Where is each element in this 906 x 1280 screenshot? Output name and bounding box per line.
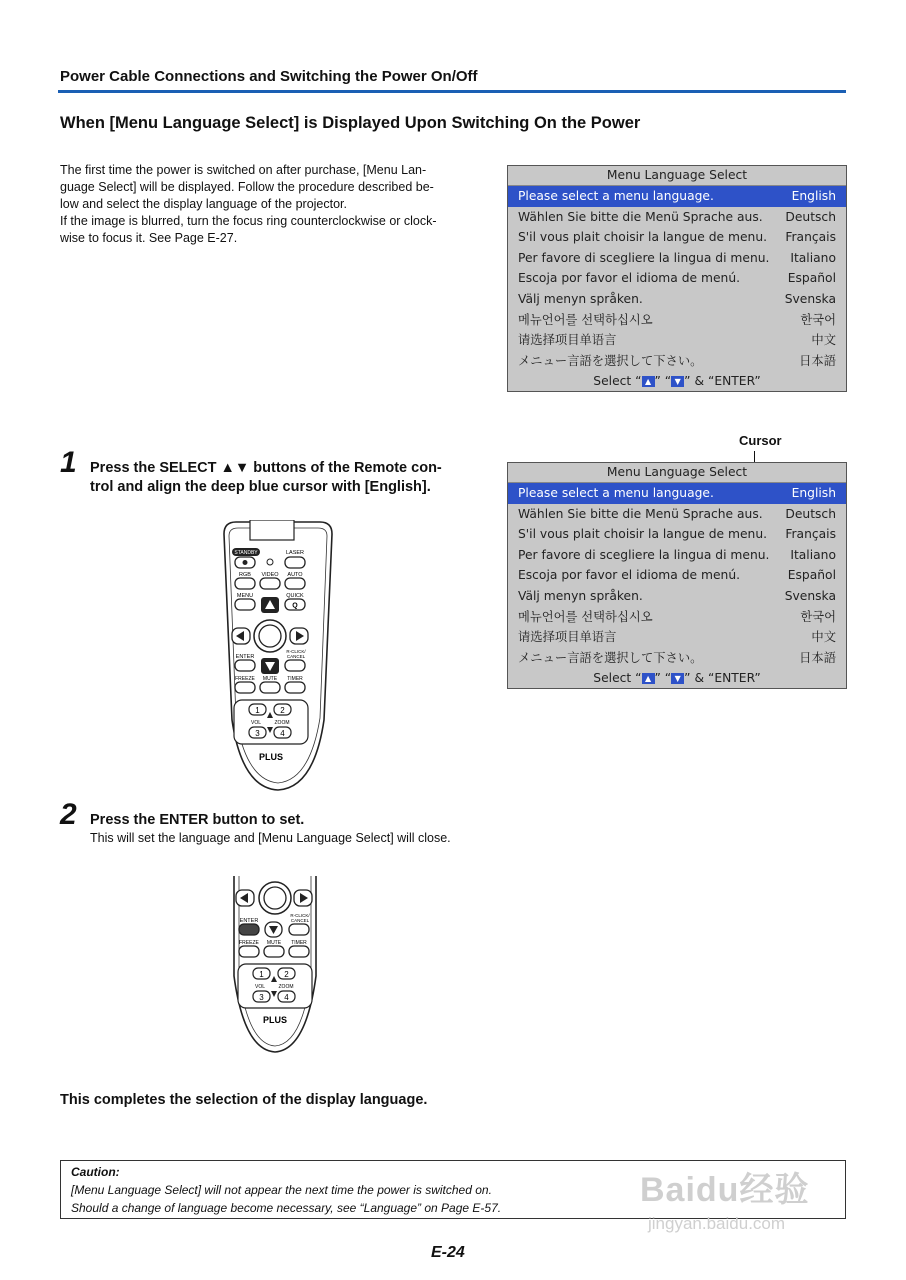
menu-title: Menu Language Select	[508, 166, 846, 186]
down-arrow-icon: ▼	[671, 673, 684, 684]
intro-line: low and select the display language of the projector.	[60, 197, 347, 211]
menu-language: Italiano	[790, 547, 836, 562]
menu-language: Français	[785, 230, 836, 245]
key-4-label: 4	[284, 993, 289, 1002]
menu-prompt: Välj menyn språken.	[518, 291, 643, 306]
completion-text: This completes the selection of the display language.	[60, 1092, 428, 1108]
laser-label: LASER	[285, 550, 305, 556]
key-3-label: 3	[255, 729, 260, 738]
cursor-label: Cursor	[739, 433, 782, 448]
menu-row-korean[interactable]	[508, 607, 846, 628]
rgb-button[interactable]	[235, 578, 255, 589]
menu-row-svenska[interactable]	[508, 586, 846, 607]
brand-logo: PLUS	[258, 752, 284, 762]
page-header-title: Power Cable Connections and Switching the Power On/Off	[60, 68, 478, 85]
key-3-label: 3	[259, 993, 264, 1002]
menu-language: Svenska	[784, 291, 836, 306]
menu-language: 한국어	[800, 312, 836, 327]
menu-language-select-panel-2	[507, 462, 847, 689]
timer-button[interactable]	[285, 682, 305, 693]
menu-prompt: Per favore di scegliere la lingua di menu.	[518, 547, 770, 562]
step-title-line: trol and align the deep blue cursor with [English].	[90, 479, 431, 495]
menu-prompt: Escoja por favor el idioma de menú.	[518, 271, 741, 286]
quick-key-glyph: Q	[292, 602, 298, 610]
caution-line: [Menu Language Select] will not appear the next time the power is switched on.	[71, 1183, 492, 1197]
footer-text: ” & “ENTER”	[684, 374, 761, 389]
menu-prompt: メニュー言語を選択して下さい。	[518, 650, 703, 665]
down-arrow-icon: ▼	[671, 376, 684, 387]
remote-control-illustration	[218, 520, 338, 792]
rgb-label: RGB	[239, 572, 251, 578]
auto-label: AUTO	[287, 572, 303, 578]
menu-prompt: 请选择项目单语言	[518, 333, 617, 348]
enter-button[interactable]	[235, 660, 255, 671]
menu-row-english[interactable]	[508, 186, 846, 207]
mute-button[interactable]	[264, 946, 284, 957]
footer-text: ” “	[654, 671, 672, 686]
menu-title: Menu Language Select	[508, 463, 846, 483]
menu-footer	[508, 371, 846, 391]
menu-row-italiano[interactable]	[508, 545, 846, 566]
menu-language: Español	[787, 271, 836, 286]
footer-text: ” “	[654, 374, 672, 389]
menu-row-francais[interactable]	[508, 524, 846, 545]
up-arrow-icon: ▲	[642, 376, 655, 387]
mute-label: MUTE	[262, 676, 278, 682]
menu-row-deutsch[interactable]	[508, 504, 846, 525]
intro-paragraph	[60, 162, 480, 247]
brand-logo: PLUS	[262, 1015, 288, 1025]
header-rule	[58, 90, 846, 93]
enter-button[interactable]	[239, 924, 259, 935]
freeze-button[interactable]	[235, 682, 255, 693]
footer-text: ” & “ENTER”	[684, 671, 761, 686]
freeze-label: FREEZE	[235, 676, 255, 682]
footer-text: Select “	[593, 374, 642, 389]
caution-title: Caution:	[71, 1165, 120, 1179]
menu-prompt: Wählen Sie bitte die Menü Sprache aus.	[518, 506, 763, 521]
menu-language: English	[791, 189, 836, 203]
menu-prompt: 메뉴언어를 선택하십시오	[518, 312, 653, 327]
step-number: 1	[60, 446, 77, 479]
menu-language: 日本語	[799, 650, 836, 665]
enter-label: ENTER	[239, 918, 259, 924]
mute-button[interactable]	[260, 682, 280, 693]
menu-button[interactable]	[235, 599, 255, 610]
menu-prompt: Please select a menu language.	[518, 189, 714, 203]
menu-row-espanol[interactable]	[508, 268, 846, 289]
menu-prompt: 请选择项目单语言	[518, 630, 617, 645]
key-4-label: 4	[280, 729, 285, 738]
page-number: E-24	[431, 1244, 465, 1261]
section-title: When [Menu Language Select] is Displayed Upon Switching On the Power	[60, 114, 641, 132]
menu-row-chinese[interactable]	[508, 330, 846, 351]
intro-line: If the image is blurred, turn the focus ring counterclockwise or clock-	[60, 214, 437, 228]
menu-row-chinese[interactable]	[508, 627, 846, 648]
intro-line: The first time the power is switched on after purchase, [Menu Lan-	[60, 163, 427, 177]
zoom-label: ZOOM	[278, 984, 294, 990]
menu-prompt: Escoja por favor el idioma de menú.	[518, 568, 741, 583]
menu-prompt: メニュー言語を選択して下さい。	[518, 353, 703, 368]
cancel-button[interactable]	[289, 924, 309, 935]
menu-prompt: Per favore di scegliere la lingua di menu.	[518, 250, 770, 265]
menu-footer	[508, 668, 846, 688]
menu-row-japanese[interactable]	[508, 648, 846, 669]
menu-prompt: S'il vous plait choisir la langue de menu.	[518, 527, 768, 542]
menu-language-select-panel	[507, 165, 847, 392]
zoom-label: ZOOM	[274, 720, 290, 726]
auto-button[interactable]	[285, 578, 305, 589]
timer-label: TIMER	[291, 940, 307, 946]
mouse-pointer-pad[interactable]	[264, 887, 286, 909]
footer-text: Select “	[593, 671, 642, 686]
laser-button[interactable]	[285, 557, 305, 568]
rclick-label: R-CLICK/	[290, 913, 310, 918]
key-2-label: 2	[284, 970, 289, 979]
menu-language: Français	[785, 527, 836, 542]
cancel-label: CANCEL	[286, 654, 306, 659]
menu-prompt: Wählen Sie bitte die Menü Sprache aus.	[518, 209, 763, 224]
step-number: 2	[60, 798, 77, 831]
video-button[interactable]	[260, 578, 280, 589]
step-2-body: This will set the language and [Menu Language Select] will close.	[90, 831, 451, 845]
menu-language: English	[791, 486, 836, 500]
mute-label: MUTE	[266, 940, 282, 946]
vol-label: VOL	[254, 984, 266, 990]
menu-language: 한국어	[800, 609, 836, 624]
intro-line: wise to focus it. See Page E-27.	[60, 231, 238, 245]
menu-language: Deutsch	[785, 209, 836, 224]
up-arrow-icon: ▲	[642, 673, 655, 684]
menu-label: MENU	[236, 593, 254, 599]
freeze-button[interactable]	[239, 946, 259, 957]
menu-language: 日本語	[799, 353, 836, 368]
key-2-label: 2	[280, 706, 285, 715]
menu-prompt: Please select a menu language.	[518, 486, 714, 500]
freeze-label: FREEZE	[239, 940, 259, 946]
menu-language: Español	[787, 568, 836, 583]
cancel-button[interactable]	[285, 660, 305, 671]
menu-row-svenska[interactable]	[508, 289, 846, 310]
menu-row-italiano[interactable]	[508, 248, 846, 269]
mouse-pointer-pad[interactable]	[259, 625, 281, 647]
standby-label: STANDBY	[234, 550, 258, 556]
watermark-url: jingyan.baidu.com	[648, 1214, 786, 1233]
menu-row-japanese[interactable]	[508, 351, 846, 372]
timer-label: TIMER	[287, 676, 303, 682]
menu-row-deutsch[interactable]	[508, 207, 846, 228]
cancel-label: CANCEL	[290, 918, 310, 923]
menu-language: Svenska	[784, 588, 836, 603]
intro-line: guage Select] will be displayed. Follow the procedure described be-	[60, 180, 434, 194]
menu-language: 中文	[811, 630, 836, 645]
remote-control-enter-illustration	[220, 876, 330, 1054]
timer-button[interactable]	[289, 946, 309, 957]
vol-label: VOL	[250, 720, 262, 726]
menu-prompt: 메뉴언어를 선택하십시오	[518, 609, 653, 624]
menu-language: Italiano	[790, 250, 836, 265]
key-1-label: 1	[255, 706, 260, 715]
menu-row-english[interactable]	[508, 483, 846, 504]
menu-row-espanol[interactable]	[508, 565, 846, 586]
menu-language: 中文	[811, 333, 836, 348]
menu-row-korean[interactable]	[508, 310, 846, 331]
enter-label: ENTER	[235, 654, 255, 660]
menu-prompt: S'il vous plait choisir la langue de menu.	[518, 230, 768, 245]
menu-language: Deutsch	[785, 506, 836, 521]
video-label: VIDEO	[261, 572, 279, 578]
watermark-logo: Baidu经验	[640, 1171, 810, 1209]
step-title-line: Press the SELECT ▲▼ buttons of the Remote con-	[90, 460, 442, 476]
caution-line: Should a change of language become necessary, see “Language” on Page E-57.	[71, 1201, 502, 1215]
menu-row-francais[interactable]	[508, 227, 846, 248]
rclick-label: R-CLICK/	[286, 649, 306, 654]
menu-prompt: Välj menyn språken.	[518, 588, 643, 603]
step-2-title: Press the ENTER button to set.	[90, 812, 305, 828]
quick-label: QUICK	[286, 593, 304, 599]
step-1-title	[90, 459, 490, 497]
key-1-label: 1	[259, 970, 264, 979]
